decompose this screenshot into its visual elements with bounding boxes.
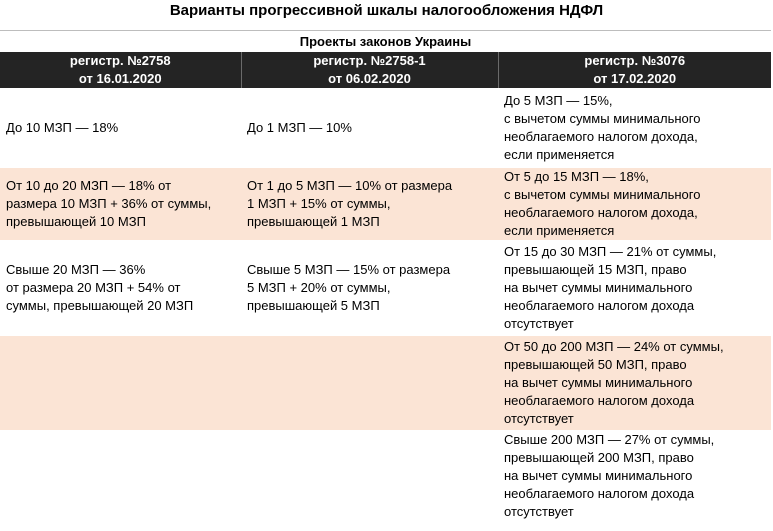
column-header-line2: от 16.01.2020 [78, 71, 162, 86]
table-row [0, 88, 771, 168]
page-title: Варианты прогрессивной шкалы налогообложения НДФЛ [169, 2, 604, 19]
table-row [0, 336, 771, 430]
column-header-3076 [498, 52, 771, 88]
table-cell: Свыше 200 МЗП — 27% от суммы, превышающей 200 МЗП, право на вычет суммы минимального необлагаемого налогом дохода отсутствует [504, 432, 715, 519]
tax-scale-table [0, 52, 771, 522]
column-header-line1: регистр. №3076 [584, 53, 686, 68]
table-cell: От 10 до 20 МЗП — 18% от размера 10 МЗП + 36% от суммы, превышающей 10 МЗП [0, 168, 241, 240]
table-cell: От 15 до 30 МЗП — 21% от суммы, превышающей 15 МЗП, право на вычет суммы минимального необлагаемого налогом дохода отсутствует [504, 244, 717, 331]
column-header-line2: от 06.02.2020 [328, 71, 411, 86]
column-header-2758-1 [241, 52, 498, 88]
table-subtitle: Проекты законов Украины [0, 30, 771, 52]
table-cell: Свыше 5 МЗП — 15% от размера 5 МЗП + 20% от суммы, превышающей 5 МЗП [247, 262, 451, 313]
table-cell: До 10 МЗП — 18% [6, 120, 119, 135]
table-row [0, 168, 771, 240]
table-row [0, 240, 771, 336]
table-cell [0, 336, 241, 430]
column-header-line1: регистр. №2758-1 [313, 53, 426, 68]
table-cell [241, 336, 498, 430]
column-header-line1: регистр. №2758 [69, 53, 171, 68]
table-header-row [0, 52, 771, 88]
table-cell: От 50 до 200 МЗП — 24% от суммы, превышающей 50 МЗП, право на вычет суммы минимального необлагаемого налогом дохода отсутствует [498, 336, 771, 430]
table-cell: От 1 до 5 МЗП — 10% от размера 1 МЗП + 15% от суммы, превышающей 1 МЗП [241, 168, 498, 240]
table-cell: Свыше 20 МЗП — 36% от размера 20 МЗП + 54% от суммы, превышающей 20 МЗП [6, 262, 194, 313]
table-row [0, 430, 771, 522]
column-header-2758 [0, 52, 241, 88]
table-cell: До 1 МЗП — 10% [247, 120, 352, 135]
table-cell: До 5 МЗП — 15%, с вычетом суммы минимального необлагаемого налогом дохода, если применяется [504, 93, 701, 162]
table-cell [241, 430, 498, 522]
table-cell [0, 430, 241, 522]
table-cell: От 5 до 15 МЗП — 18%, с вычетом суммы минимального необлагаемого налогом дохода, если применяется [498, 168, 771, 240]
column-header-line2: от 17.02.2020 [593, 71, 677, 86]
